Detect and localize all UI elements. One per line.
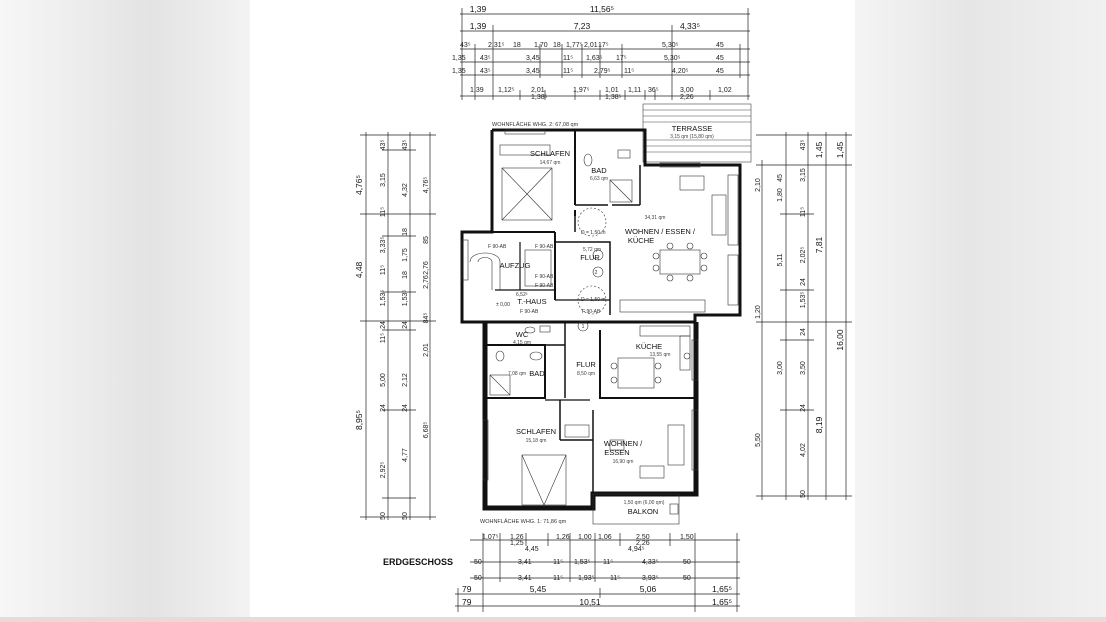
dim-right-outer2-0: 1,45: [814, 141, 824, 159]
dim-right-mid-5: 1,53⁵: [800, 291, 807, 309]
dim-right-outer-2: 8,19: [814, 416, 824, 434]
dim-left-mid-8: 5,00: [380, 373, 387, 387]
dim-right-mid-4: 24: [800, 278, 807, 286]
dim-left-mid-3: 3,33⁵: [380, 236, 387, 254]
dim-right-mid-0: 43⁵: [800, 139, 807, 151]
dim-bot-r2-5: 4,33⁵: [642, 559, 659, 566]
dim-bot-r2-4: 11⁵: [603, 559, 614, 566]
dim-top-r5-0: 1,35: [452, 68, 466, 75]
dim-bot-r4-2: 5,06: [639, 584, 657, 594]
dim-left-inner2-5: 2,01: [423, 343, 430, 357]
room-bad-top: BAD: [591, 166, 607, 175]
room-bad-bottom: BAD: [529, 369, 545, 378]
dim-bot-r4-0: 79: [462, 584, 472, 594]
room-wohnen-top-1: WOHNEN / ESSEN /: [624, 227, 696, 236]
area-schlafen-top: 14,67 qm: [539, 160, 561, 166]
terrace-label: TERRASSE: [671, 124, 713, 133]
dim-left-inner2-0: 4,76⁵: [423, 176, 430, 194]
dim-top-r4-0: 1,35: [452, 55, 466, 62]
dim-top-r6-2: 2,01: [531, 87, 545, 94]
dim-right-outer-0: 1,45: [835, 141, 845, 159]
dim-left-inner2-1: 85: [423, 236, 430, 244]
dim-right-mid-7: 3,50: [800, 361, 807, 375]
terrace-area: 3,15 qm (15,80 qm): [670, 134, 714, 140]
dim-top-r5-5: 11⁵: [624, 68, 635, 75]
dim-bot-r1-3: 1,26: [556, 534, 570, 541]
right-dim-text: [755, 140, 845, 498]
dim-top-r5-7: 45: [716, 68, 724, 75]
area-bad-top: 6,63 qm: [589, 176, 609, 182]
dim-left-mid-10: 2,92⁵: [380, 461, 387, 479]
dim-bot-r3-6: 50: [683, 575, 691, 582]
dim-left-mid-7: 11⁵: [380, 332, 387, 344]
dim-right-outer-1: 7,81: [814, 236, 824, 254]
dim-bot-r2-1: 3,41: [518, 559, 532, 566]
dim-left-inner2-3: 2,76: [423, 275, 430, 289]
dim-top-r5-2: 3,45: [526, 68, 540, 75]
dim-right-mid-1: 3,15: [800, 168, 807, 182]
area-kueche: 13,55 qm: [649, 352, 671, 358]
dim-left-mid-1: 3,15: [380, 173, 387, 187]
dim-left-inner2-4: 84⁵: [423, 312, 430, 324]
dim-top-r6-1: 1,12⁵: [498, 87, 515, 94]
room-kueche: KÜCHE: [635, 342, 663, 351]
unit-bottom-label: WOHNFLÄCHE WHG. 1: 71,86 qm: [480, 519, 567, 525]
dim-top-r3-6: 2,01: [584, 42, 598, 49]
dim-top-r3-9: 45: [716, 42, 724, 49]
dim-bot-total-0: 79: [462, 597, 472, 607]
dim-top-r6-0: 1,39: [470, 87, 484, 94]
dim-top-r6-10: 2,26: [680, 94, 694, 101]
dim-bot-r1b-0: 1,25: [510, 540, 524, 547]
dim-bot-r1-5: 2,50: [636, 534, 650, 541]
dim-right-mid-8: 24: [800, 404, 807, 412]
dim-right-inner-1: 1,80: [777, 188, 784, 202]
dim-bot-r3-5: 3,93⁵: [642, 575, 659, 582]
thaus-stair: 6,52²: [516, 292, 528, 298]
dim-left-inner-8: 24: [402, 404, 409, 412]
dim-right-mid-9: 4,02: [800, 443, 807, 457]
marker-1: 1: [581, 324, 585, 330]
room-flur-bottom: FLUR: [576, 360, 596, 369]
dim-left-inner-5: 1,53⁵: [402, 289, 409, 307]
dim-top-r3-4: 18: [553, 42, 561, 49]
dim-top-r3-5: 1,77⁵: [566, 42, 583, 49]
dim-top-r4-4: 1,63⁵: [586, 55, 603, 62]
floor-title: ERDGESCHOSS: [383, 557, 454, 567]
dim-bot-r2-6: 50: [683, 559, 691, 566]
note-circle-top: D = 1,50 m: [581, 230, 606, 236]
dim-left-outer-2: 8,95⁵: [354, 409, 364, 431]
dim-bot-r3-4: 11⁵: [610, 575, 621, 582]
note-f90-1: F 90-AB: [488, 244, 507, 250]
dim-top-r6-8: 36⁵: [648, 87, 659, 94]
area-flur-top: 5,72 qm: [582, 247, 602, 253]
dim-left-outer-0: 4,76⁵: [354, 174, 364, 196]
dim-left-inner-10: 50: [402, 512, 409, 520]
dim-bot-r1-6: 1,50: [680, 534, 694, 541]
balcony-label: BALKON: [627, 507, 659, 516]
room-aufzug: AUFZUG: [499, 261, 531, 270]
dim-left-inner-0: 43⁵: [402, 139, 409, 151]
room-wohnen-bottom-2: ESSEN: [604, 448, 630, 457]
note-f90-4: F 90-AB: [535, 283, 554, 289]
dim-top-r5-6: 4,20⁵: [672, 68, 689, 75]
dim-top-r4-5: 17⁵: [616, 55, 627, 62]
area-bad-bottom: 7,08 qm: [507, 371, 527, 377]
dim-bot-total-2: 1,65⁵: [712, 597, 733, 607]
dim-left-inner-7: 2,12: [402, 373, 409, 387]
dim-top-r4-6: 5,30⁵: [664, 55, 681, 62]
dim-bot-r4-3: 1,65⁵: [712, 584, 733, 594]
dim-left-mid-9: 24: [380, 404, 387, 412]
dim-bot-r2-2: 11⁵: [553, 559, 564, 566]
dim-top-r5-4: 2,79⁵: [594, 68, 611, 75]
dim-top-r3-8: 5,30⁵: [662, 42, 679, 49]
dim-top-r4-2: 3,45: [526, 55, 540, 62]
dim-top-left: 1,39: [469, 4, 487, 14]
dim-bot-r3-1: 3,41: [518, 575, 532, 582]
dim-top-r5-1: 43⁵: [480, 68, 491, 75]
dim-right-inner-5: 3,00: [777, 361, 784, 375]
dim-left-inner-4: 18: [402, 271, 409, 279]
dim-bot-r1-4: 1,06: [598, 534, 612, 541]
dim-left-inner2-6: 6,68⁵: [423, 421, 430, 439]
thaus-level: ± 0,00: [496, 302, 510, 308]
dim-top-r3-3: 1,70: [534, 42, 548, 49]
dim-bot-r2-0: 50: [474, 559, 482, 566]
dim-left-mid-6: 24: [380, 321, 387, 329]
dim-top-r4-1: 43⁵: [480, 55, 491, 62]
note-f90-6: F 90-AB: [582, 309, 601, 315]
dim-top-r6-11: 1,02: [718, 87, 732, 94]
dim-left-mid-0: 43⁵: [380, 139, 387, 151]
area-schlafen-bottom: 15,18 qm: [525, 438, 547, 444]
dim-left-inner-9: 4,77: [402, 448, 409, 462]
area-wohnen-top: 34,31 qm: [644, 215, 666, 221]
dim-top-r2-1: 7,23: [573, 21, 591, 31]
dim-left-mid-11: 50: [380, 512, 387, 520]
marker-2: 2: [594, 270, 598, 276]
balcony-area: 1,50 qm (6,00 qm): [623, 500, 665, 506]
dim-bot-r1b-2: 2,26: [636, 540, 650, 547]
dim-top-r3-7: 17⁵: [598, 42, 609, 49]
dim-top-r6-3: 1,38⁵: [531, 94, 548, 101]
dim-left-inner-3: 1,75: [402, 248, 409, 262]
dim-right-mid-3: 2,02⁵: [800, 246, 807, 264]
dim-right-mid-2: 11⁵: [800, 206, 807, 218]
dim-bot-r1-0: 1,07⁵: [482, 534, 499, 541]
note-circle-mid: D = 1,50 m: [581, 297, 606, 303]
dim-left-mid-2: 11⁵: [380, 206, 387, 218]
dim-top-r4-7: 45: [716, 55, 724, 62]
note-f90-5: F 90-AB: [520, 309, 539, 315]
dim-top-r6-9: 3,00: [680, 87, 694, 94]
room-flur-top: FLUR: [580, 253, 600, 262]
dim-bot-r3-0: 50: [474, 575, 482, 582]
note-f90-3: F 90-AB: [535, 274, 554, 280]
area-wohnen-bottom: 16,90 qm: [612, 459, 634, 465]
area-wc: 4,15 qm: [512, 340, 532, 346]
dim-right-inner-3: 5,11: [777, 253, 784, 267]
terrace: [643, 104, 751, 162]
area-flur-bottom: 8,50 qm: [576, 371, 596, 377]
unit-top-label: WOHNFLÄCHE WHG. 2: 67,08 qm: [492, 122, 579, 128]
dim-bot-r3-2: 11⁵: [553, 575, 564, 582]
dim-right-mid-6: 24: [800, 328, 807, 336]
dim-right-inner-0: 2,10: [755, 178, 762, 192]
note-f90-2: F 90-AB: [535, 244, 554, 250]
room-schlafen-bottom: SCHLAFEN: [515, 427, 557, 436]
room-schlafen-top: SCHLAFEN: [529, 149, 571, 158]
dim-top-total: 11,56⁵: [589, 4, 615, 14]
dim-right-mid-10: 50: [800, 490, 807, 498]
dim-bot-r1b-3: 4,94⁵: [628, 546, 645, 553]
dim-left-inner-6: 24: [402, 321, 409, 329]
dim-left-mid-4: 11⁵: [380, 264, 387, 276]
dim-left-inner2-2: 2,76: [423, 261, 430, 275]
dim-top-r4-3: 11⁵: [563, 55, 574, 62]
dim-bot-total-1: 10,51: [579, 597, 601, 607]
room-thaus: T.-HAUS: [517, 297, 547, 306]
dim-left-inner-1: 4,32: [402, 183, 409, 197]
dim-top-r6-7: 1,11: [628, 87, 642, 94]
dim-bot-r3-3: 1,93⁵: [578, 575, 595, 582]
dim-bot-r2-3: 1,53⁵: [574, 559, 591, 566]
dim-top-r6-5: 1,01: [605, 87, 619, 94]
dim-right-outer-3: 16,00: [835, 329, 845, 351]
dim-right-inner-6: 5,50: [755, 433, 762, 447]
dim-top-r5-3: 11⁵: [563, 68, 574, 75]
dim-top-r3-1: 2,31⁵: [488, 42, 505, 49]
dim-top-r6-4: 1,97⁵: [573, 87, 590, 94]
dim-bot-r4-1: 5,45: [529, 584, 547, 594]
dim-top-r6-6: 1,38⁵: [605, 94, 622, 101]
dim-left-mid-5: 1,53⁵: [380, 289, 387, 307]
dim-bot-r1-2: 1,00: [578, 534, 592, 541]
dim-top-r2-2: 4,33⁵: [679, 21, 701, 31]
dim-top-r3-0: 43⁵: [460, 42, 471, 49]
dim-top-r2-0: 1,39: [469, 21, 487, 31]
room-wohnen-bottom-1: WOHNEN /: [603, 439, 643, 448]
dim-left-inner-2: 18: [402, 228, 409, 236]
room-wohnen-top-2: KÜCHE: [627, 236, 655, 245]
furniture: [470, 145, 726, 524]
dim-top-r3-2: 18: [513, 42, 521, 49]
room-wc: WC: [515, 330, 529, 339]
dim-right-inner-2: 45: [777, 174, 784, 182]
dim-bot-r1-1: 1,26: [510, 534, 524, 541]
dim-left-outer-1: 4,48: [354, 261, 364, 279]
dim-bot-r1b-1: 4,45: [525, 546, 539, 553]
dim-right-inner-4: 1,20: [755, 305, 762, 319]
